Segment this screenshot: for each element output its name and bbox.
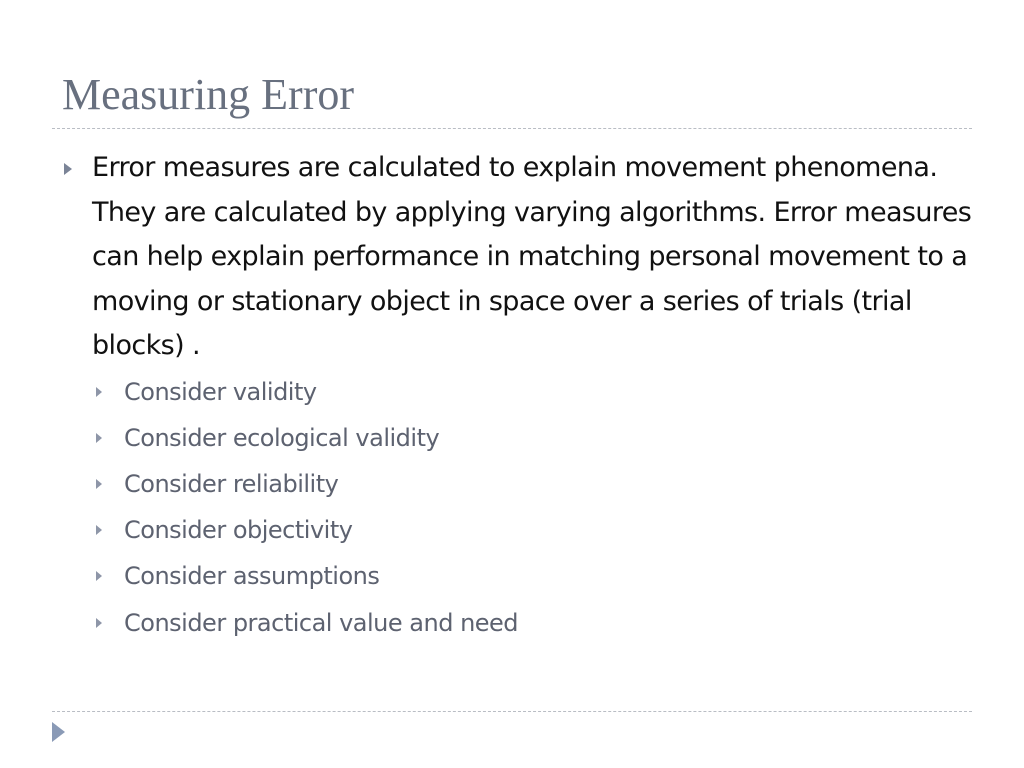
triangle-bullet-icon — [64, 163, 72, 175]
sub-bullet-item — [62, 507, 972, 553]
main-bullet-item — [62, 146, 972, 369]
main-bullet-text: Error measures are calculated to explain movement phenomena. They are calculated by applying varying algorithms. Error measures can help explain performance in matching personal movement to a moving or stationary object in space over a series of trials (trial blocks) . — [92, 152, 972, 361]
small-triangle-bullet-icon — [96, 525, 102, 535]
small-triangle-bullet-icon — [96, 618, 102, 628]
sub-bullet-text: Consider assumptions — [124, 562, 380, 591]
sub-bullet-item — [62, 415, 972, 461]
sub-bullet-text: Consider validity — [124, 377, 317, 406]
sub-bullet-list — [62, 369, 972, 646]
small-triangle-bullet-icon — [96, 387, 102, 397]
sub-bullet-text: Consider reliability — [124, 469, 339, 498]
footer-divider — [52, 711, 972, 712]
slide-title: Measuring Error — [62, 70, 355, 119]
title-divider — [52, 128, 972, 129]
small-triangle-bullet-icon — [96, 479, 102, 489]
play-arrow-icon[interactable] — [52, 722, 65, 742]
sub-bullet-text: Consider practical value and need — [124, 608, 519, 637]
sub-bullet-item — [62, 553, 972, 599]
sub-bullet-text: Consider objectivity — [124, 516, 353, 545]
sub-bullet-item — [62, 369, 972, 415]
small-triangle-bullet-icon — [96, 571, 102, 581]
sub-bullet-text: Consider ecological validity — [124, 423, 440, 452]
sub-bullet-item — [62, 600, 972, 646]
slide-body — [62, 146, 972, 646]
small-triangle-bullet-icon — [96, 433, 102, 443]
sub-bullet-item — [62, 461, 972, 507]
